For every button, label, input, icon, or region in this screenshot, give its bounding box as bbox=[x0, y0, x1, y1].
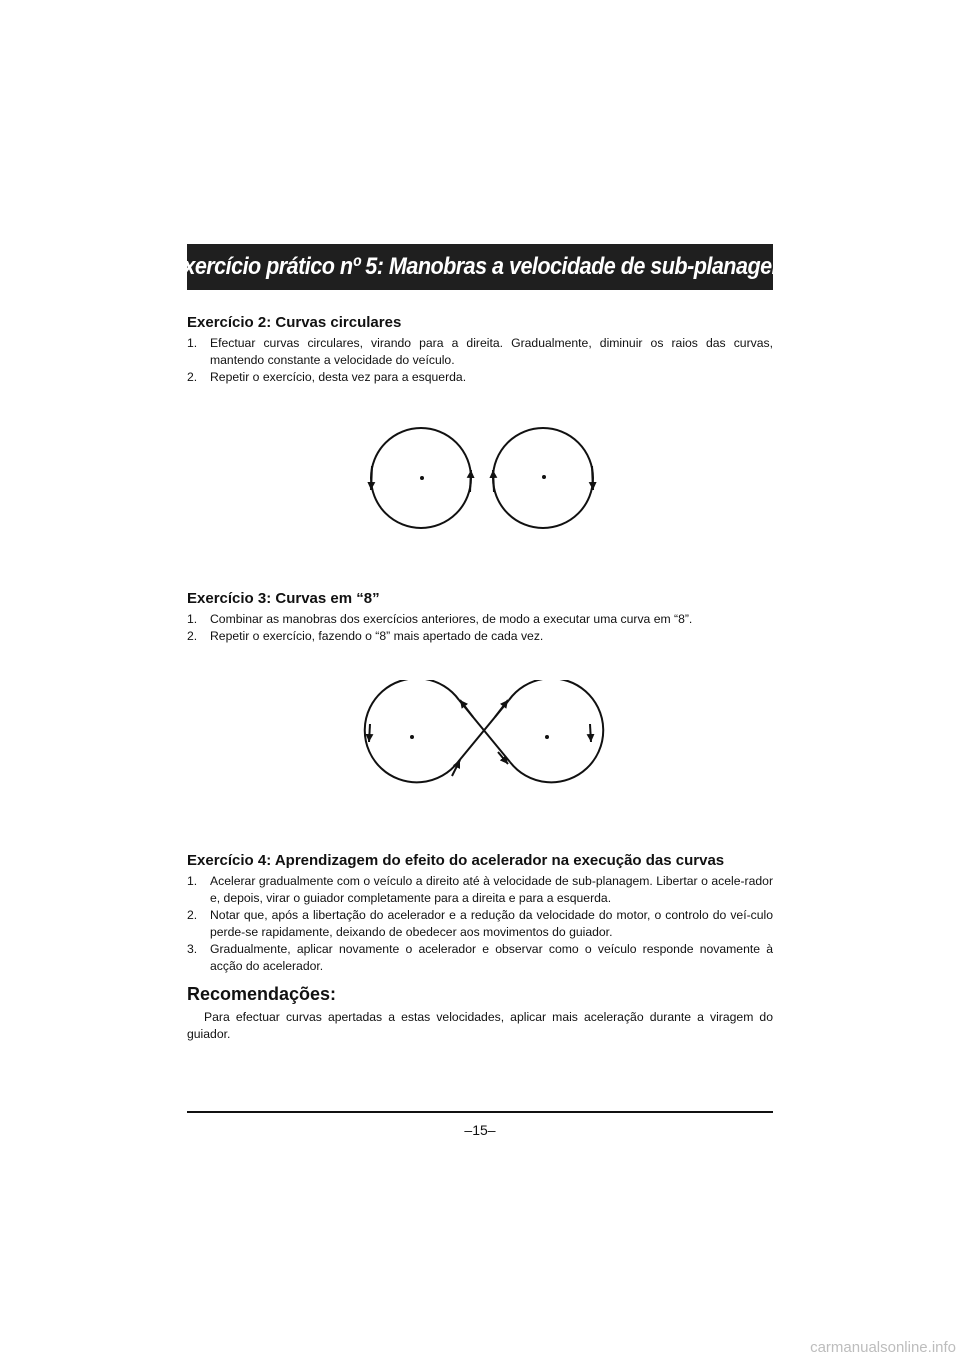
exercise-2-steps bbox=[187, 335, 773, 386]
circular-turns-diagram bbox=[360, 418, 610, 538]
left-loop-center-dot bbox=[410, 735, 414, 739]
right-loop-arrow-down bbox=[590, 724, 591, 742]
page-title: Exercício prático nº 5: Manobras a velocidade de sub-planagem bbox=[169, 253, 791, 280]
recommendations-section bbox=[187, 984, 773, 1043]
watermark: carmanualsonline.info bbox=[810, 1339, 956, 1356]
recommendations-heading: Recomendações: bbox=[187, 984, 337, 1004]
cross-arrow-up-right bbox=[495, 700, 508, 717]
list-item: 1. Acelerar gradualmente com o veículo a direito até à velocidade de sub-planagem. Libertar o acele-rador e, depois, virar o guiador completamente para a direita e para a esquerda. bbox=[187, 874, 773, 905]
exercise-3-heading: Exercício 3: Curvas em “8” bbox=[187, 590, 380, 607]
left-circle-arrow-up bbox=[470, 470, 471, 492]
page-number: –15– bbox=[464, 1122, 496, 1138]
list-item: 2. Notar que, após a libertação do acelerador e a redução da velocidade do motor, o controlo do veí-culo perde-se rapidamente, deixando de obedecer aos movimentos do guiador. bbox=[187, 908, 773, 939]
left-loop-path bbox=[365, 680, 459, 782]
list-item: 2. Repetir o exercício, desta vez para a esquerda. bbox=[187, 370, 467, 384]
footer-rule bbox=[187, 1111, 773, 1113]
exercise-3-section bbox=[187, 590, 773, 645]
right-circle-arrow-down bbox=[592, 466, 593, 490]
exercise-4-steps bbox=[187, 873, 773, 975]
recommendations-text: Para efectuar curvas apertadas a estas velocidades, aplicar mais aceleração durante a viragem do guiador. bbox=[187, 1010, 773, 1041]
left-loop-arrow-down bbox=[369, 724, 370, 742]
exercise-2-heading: Exercício 2: Curvas circulares bbox=[187, 314, 402, 331]
list-item: 2. Repetir o exercício, fazendo o “8” mais apertado de cada vez. bbox=[187, 629, 544, 643]
figure-eight-diagram bbox=[360, 680, 610, 800]
right-circle-center-dot bbox=[542, 475, 546, 479]
left-circle-center-dot bbox=[420, 476, 424, 480]
cross-arrow-up-left bbox=[460, 700, 473, 717]
list-item: 1. Combinar as manobras dos exercícios anteriores, de modo a executar uma curva em “8”. bbox=[187, 612, 693, 626]
right-loop-center-dot bbox=[545, 735, 549, 739]
right-loop-path bbox=[509, 680, 603, 782]
right-circle-arrow-up bbox=[493, 470, 494, 492]
section-banner bbox=[169, 244, 791, 290]
left-circle-arrow-down bbox=[371, 466, 372, 490]
exercise-4-heading: Exercício 4: Aprendizagem do efeito do acelerador na execução das curvas bbox=[187, 852, 725, 869]
list-item: 3. Gradualmente, aplicar novamente o acelerador e observar como o veículo responde novamente à acção do acelerador. bbox=[187, 942, 773, 973]
exercise-3-steps bbox=[187, 611, 773, 645]
exercise-2-section bbox=[187, 314, 773, 386]
exercise-4-section bbox=[187, 852, 773, 975]
list-item: 1. Efectuar curvas circulares, virando para a direita. Gradualmente, diminuir os raios das curvas, mantendo constante a velocidade do veículo. bbox=[187, 336, 773, 367]
